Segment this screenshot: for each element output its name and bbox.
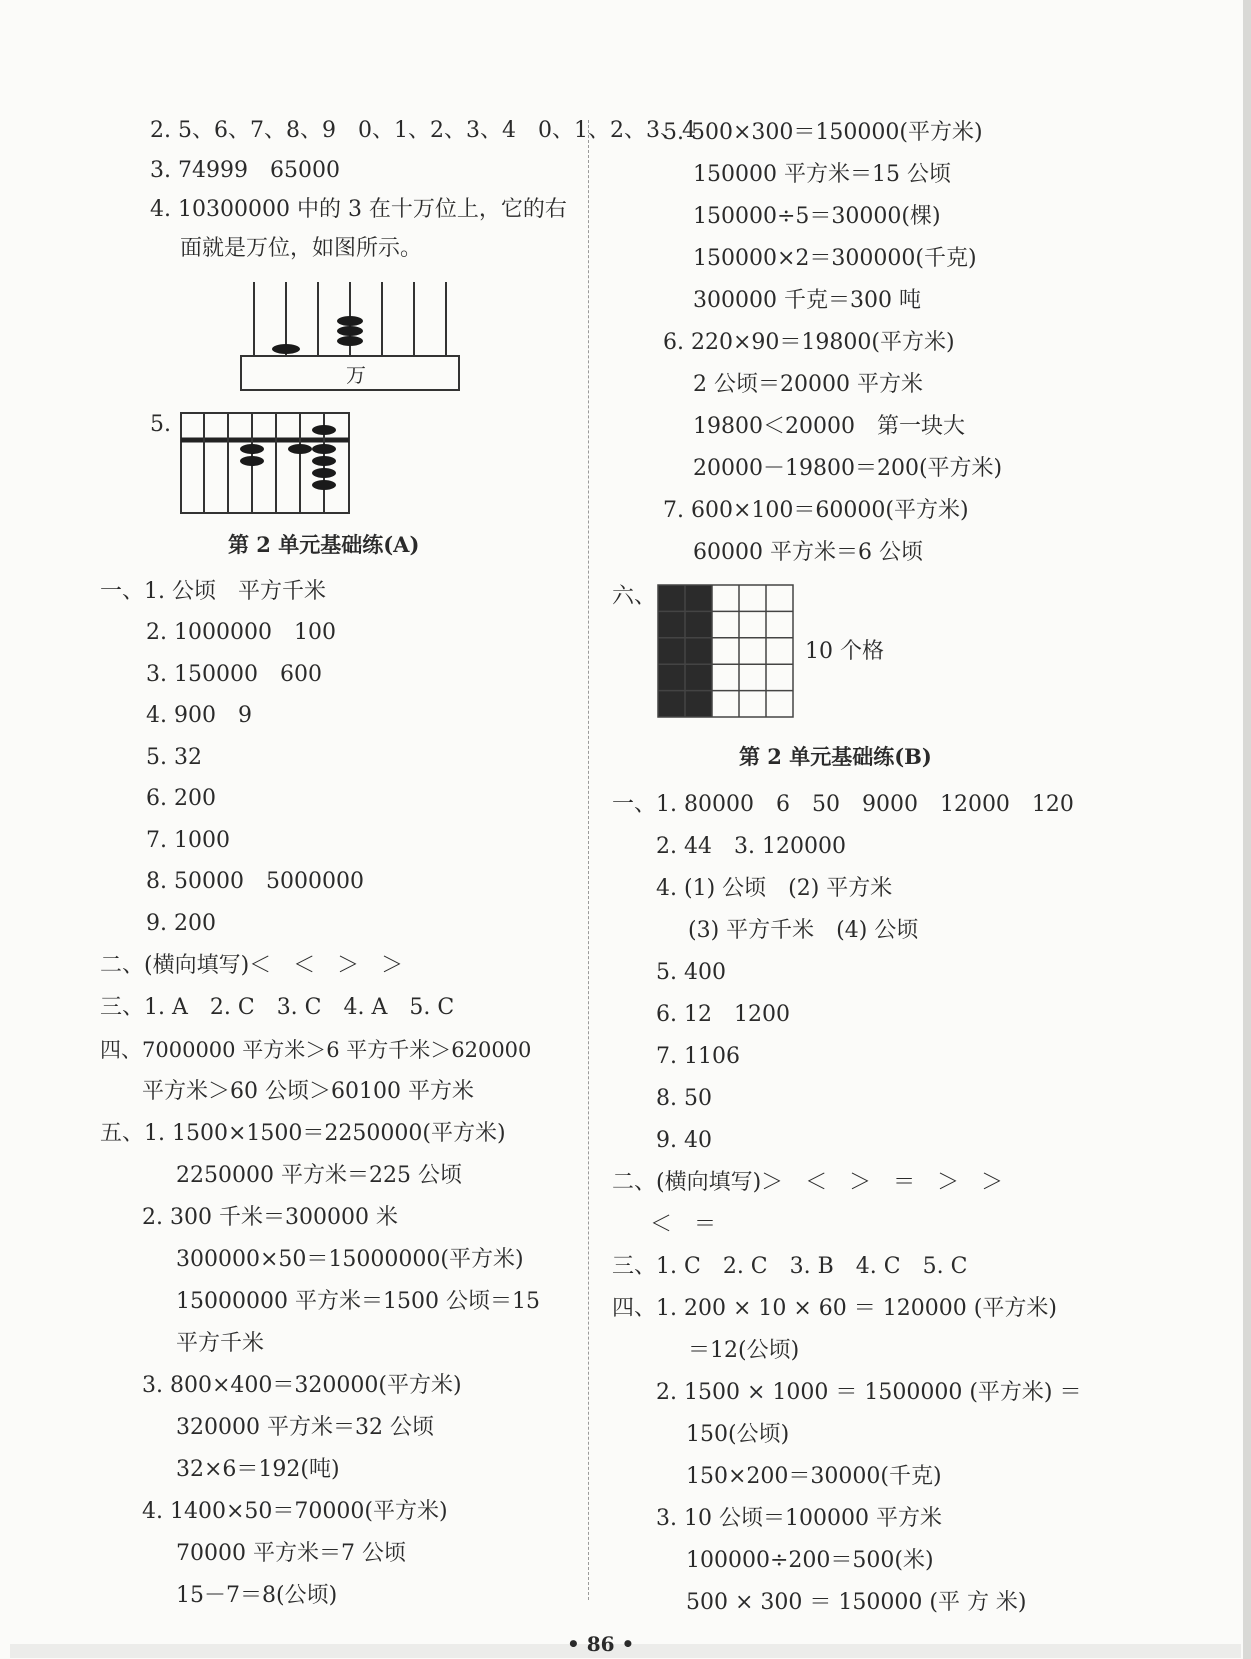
r-line: 150000×2＝300000(千克) — [693, 246, 977, 271]
a-line: 15－7＝8(公顷) — [176, 1583, 338, 1608]
a-line: 平方千米 — [176, 1331, 265, 1356]
left-line-3: 4. 10300000 中的 3 在十万位上，它的右 — [150, 197, 567, 222]
a-line: 320000 平方米＝32 公顷 — [176, 1415, 434, 1440]
a-line: 4. 1400×50＝70000(平方米) — [142, 1499, 448, 1524]
r-line: 60000 平方米＝6 公顷 — [693, 540, 923, 565]
page-edge-shadow — [1243, 0, 1251, 1659]
b-line: 9. 40 — [656, 1128, 712, 1153]
r-line: 6. 220×90＝19800(平方米) — [663, 330, 955, 355]
six-label: 六、 — [612, 584, 657, 609]
shaded-grid-figure — [657, 584, 797, 720]
a-line: 15000000 平方米＝1500 公顷＝15 — [176, 1289, 540, 1314]
b-line: 6. 12 1200 — [656, 1002, 790, 1027]
a-line: 二、(横向填写)＜ ＜ ＞ ＞ — [100, 953, 404, 978]
b-line: 150(公顷) — [686, 1422, 790, 1447]
a-line: 2250000 平方米＝225 公顷 — [176, 1163, 462, 1188]
a-line: 6. 200 — [146, 786, 216, 811]
r-line: 300000 千克＝300 吨 — [693, 288, 921, 313]
b-line: ＜ ＝ — [650, 1212, 717, 1237]
a-line: 平方米＞60 公顷＞60100 平方米 — [142, 1079, 474, 1104]
left-line-1: 2. 5、6、7、8、9 0、1、2、3、4 0、1、2、3、4 — [150, 118, 696, 143]
a-line: 32×6＝192(吨) — [176, 1457, 340, 1482]
abacus-figure-2 — [180, 412, 350, 514]
b-line: 5. 400 — [656, 960, 726, 985]
q5-label: 5. — [150, 412, 171, 437]
r-line: 7. 600×100＝60000(平方米) — [663, 498, 969, 523]
left-line-2: 3. 74999 65000 — [150, 158, 340, 183]
b-line: 三、1. C 2. C 3. B 4. C 5. C — [612, 1254, 968, 1279]
b-line: 4. (1) 公顷 (2) 平方米 — [656, 876, 893, 901]
a-line: 3. 150000 600 — [146, 662, 322, 687]
r-line: 19800＜20000 第一块大 — [693, 414, 965, 439]
b-line: 四、1. 200 × 10 × 60 ＝ 120000 (平方米) — [612, 1296, 1057, 1321]
b-line: (3) 平方千米 (4) 公顷 — [688, 918, 919, 943]
r-line: 2 公顷＝20000 平方米 — [693, 372, 923, 397]
a-line: 3. 800×400＝320000(平方米) — [142, 1373, 462, 1398]
b-line: 2. 1500 × 1000 ＝ 1500000 (平方米) ＝ — [656, 1380, 1082, 1405]
a-line: 一、1. 公顷 平方千米 — [100, 579, 326, 604]
a-line: 8. 50000 5000000 — [146, 869, 364, 894]
section-a-title: 第 2 单元基础练(A) — [228, 532, 420, 557]
a-line: 五、1. 1500×1500＝2250000(平方米) — [100, 1121, 506, 1146]
a-line: 2. 1000000 100 — [146, 620, 336, 645]
b-line: 7. 1106 — [656, 1044, 740, 1069]
a-line: 9. 200 — [146, 911, 216, 936]
b-line: 100000÷200＝500(米) — [686, 1548, 934, 1573]
a-line: 7. 1000 — [146, 828, 230, 853]
b-line: 8. 50 — [656, 1086, 712, 1111]
b-line: 500 × 300 ＝ 150000 (平 方 米) — [686, 1590, 1027, 1615]
r-line: 20000－19800＝200(平方米) — [693, 456, 1003, 481]
b-line: 一、1. 80000 6 50 9000 12000 120 — [612, 792, 1074, 817]
section-b-title: 第 2 单元基础练(B) — [739, 744, 932, 769]
a-line: 5. 32 — [146, 745, 202, 770]
a-line: 70000 平方米＝7 公顷 — [176, 1541, 406, 1566]
left-line-4: 面就是万位，如图所示。 — [180, 236, 423, 261]
a-line: 300000×50＝15000000(平方米) — [176, 1247, 524, 1272]
a-line: 四、7000000 平方米＞6 平方千米＞620000 — [100, 1038, 532, 1062]
page-number: • 86 • — [567, 1632, 635, 1656]
grid-caption: 10 个格 — [805, 639, 884, 664]
abacus-label-wan: 万 — [346, 363, 366, 387]
a-line: 4. 900 9 — [146, 703, 252, 728]
b-line: ＝12(公顷) — [688, 1338, 800, 1363]
b-line: 3. 10 公顷＝100000 平方米 — [656, 1506, 942, 1531]
r-line: 5. 500×300＝150000(平方米) — [663, 120, 983, 145]
column-divider — [588, 120, 589, 1600]
b-line: 二、(横向填写)＞ ＜ ＞ ＝ ＞ ＞ — [612, 1170, 1004, 1195]
a-line: 三、1. A 2. C 3. C 4. A 5. C — [100, 995, 455, 1020]
r-line: 150000÷5＝30000(棵) — [693, 204, 941, 229]
b-line: 150×200＝30000(千克) — [686, 1464, 942, 1489]
r-line: 150000 平方米＝15 公顷 — [693, 162, 951, 187]
a-line: 2. 300 千米＝300000 米 — [142, 1205, 398, 1230]
b-line: 2. 44 3. 120000 — [656, 834, 846, 859]
